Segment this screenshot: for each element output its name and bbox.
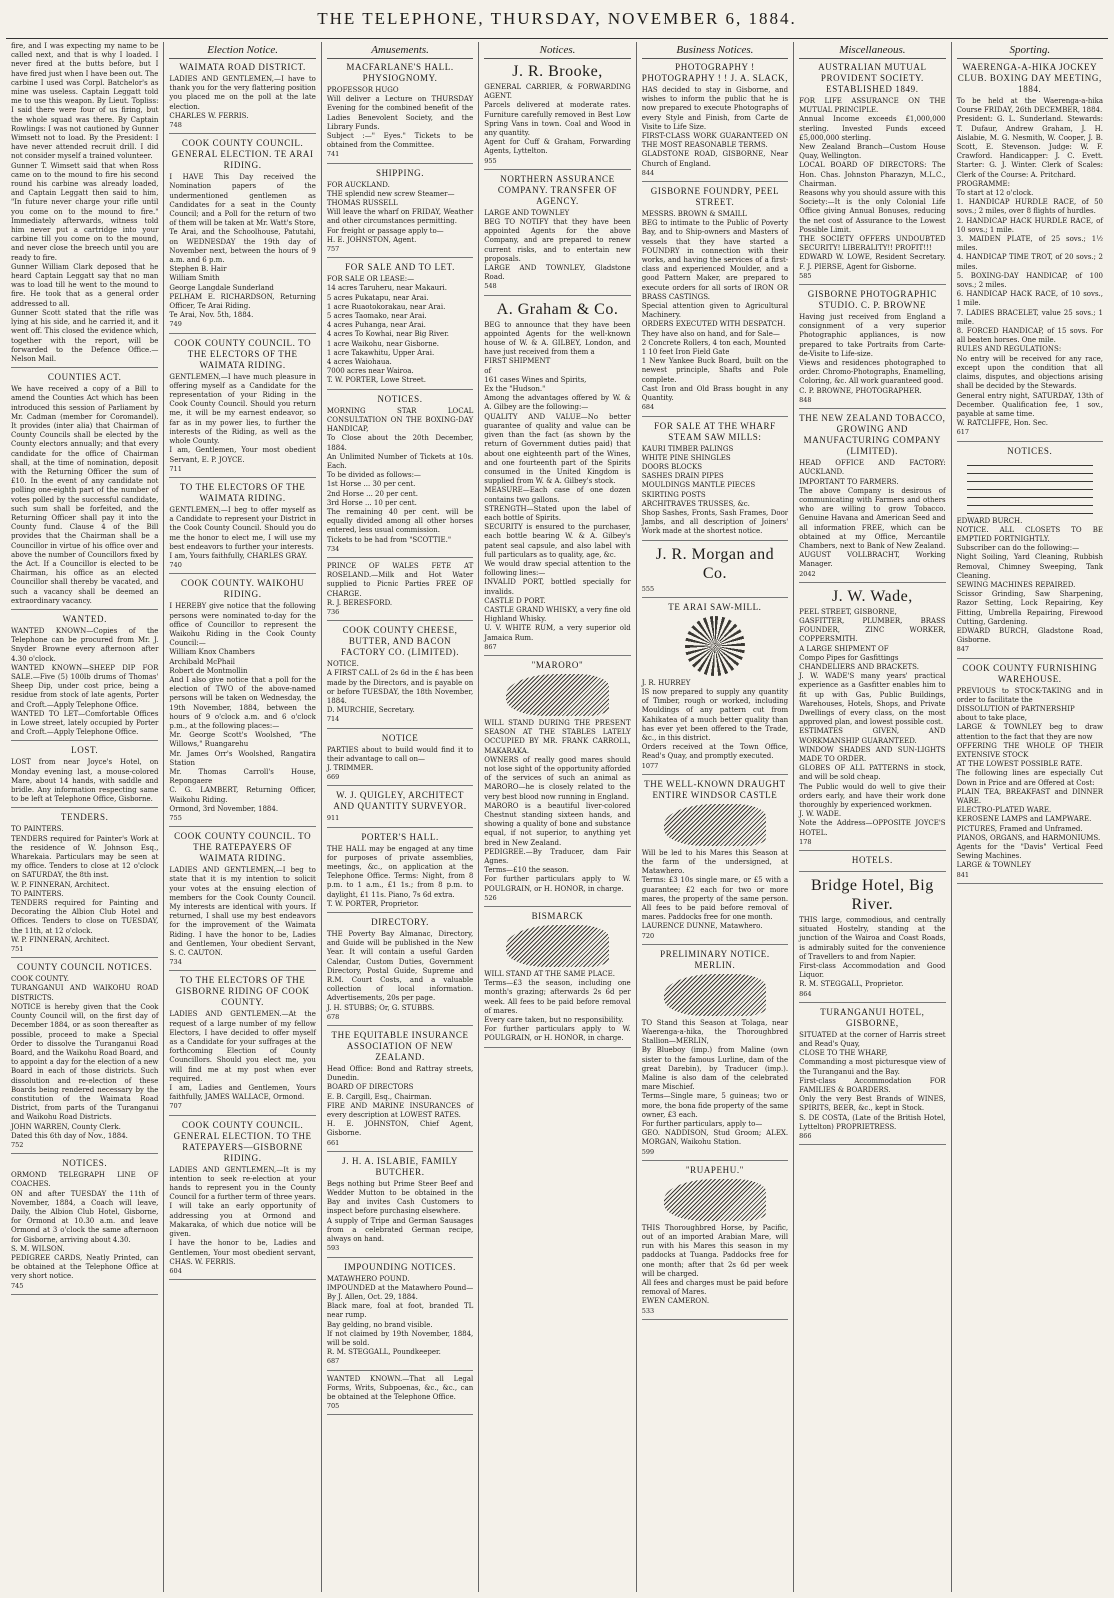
advertisement-body: PRINCE OF WALES FETE AT ROSELAND.—Milk and Hot Water supplied to Picnic Parties FREE OF CHARGE. R. J. BERESFORD. (326, 561, 474, 607)
advertisement (799, 413, 945, 583)
section-heading: Business Notices. (642, 43, 788, 59)
advertisement (484, 174, 630, 296)
advertisement-body: FOR LIFE ASSURANCE ON THE MUTUAL PRINCIPLE. Annual Income exceeds £1,000,000 sterling. Invested Funds exceed £5,000,000 sterling. New Zealand Branch—Custom House Quay, Wellington. LOCAL BOARD OF DIRECTORS: The Hon. Chas. Johnston Pharazyn, M.L.C., Chairman. Reasons why you should assure with this Society:—It is the only Colonial Life Office giving Annual Bonuses, reducing the net cost of Assurance to the Lowest Possible Limit. THE SOCIETY OFFERS UNDOUBTED SECURITY! LIBERALITY!! PROFIT!!! EDWARD W. LOWE, Resident Secretary. F. J. PIERSE, Agent for Gisborne. (799, 97, 946, 271)
advertisement-number: 178 (799, 837, 812, 846)
advertisement-title: J. R. Morgan and Co. (655, 545, 775, 582)
advertisement-number: 745 (11, 1281, 24, 1290)
advertisement (327, 1156, 473, 1258)
advertisement-body: fire, and I was expecting my name to be called next, and that is why I loaded. I never fired at the butts before, but I have fired just when I have been out. The carbine I used was Corpl. Batchelor's as mine was useless. Captain Leggatt told me to use this weapon. By Lieut. Topliss: I said there were four of us firing, but the whole squad was there. By Captain Rowlings: I was not cautioned by Gunner Wimsett not to load. By the President: I have never attended recruit drill. I did not consider myself a trained volunteer. Gunner T. Wimsett said that when Ross came on to the mound to fire his second round his carbine was already loaded, and Captain Leggatt then said to him, "In future never charge your rifle until you come on to the mound to fire." Immediately afterwards, witness told him never put a cartridge into your carbine till you come on to the mound, and never close the breech until you are ready to fire. Gunner William Clark deposed that he heard Captain Leggatt say that no man was to load till he went to the mound to fire. He took that as a general order addressed to all. Gunner Scott stated that the rifle was lying at his side, and he carried it, and it went off. This closed the evidence which, together with the report, will be forwarded to the Defence Office.—Nelson Mail. (11, 42, 159, 363)
advertisement (642, 779, 788, 945)
advertisement (327, 168, 473, 259)
advertisement-body: MATAWHERO POUND. IMPOUNDED at the Matawhero Pound—By J. Allen, Oct. 29, 1884. Black mare, foal at foot, branded TL near rump. Bay gelding, no brand visible. If not claimed by 19th November, 1884, will be sold. R. M. STEGGALL, Poundkeeper. (326, 1274, 474, 1357)
advertisement-title: J. R. Brooke, (512, 63, 603, 80)
advertisement-body: THIS large, commodious, and centrally situated Hostelry, standing at the junction of the Wairoa and Coast Roads, is admirably suited for the convenience of Travellers to and from Napier. First-class Accommodation and Good Liquor. R. M. STEGGALL, Proprietor. (799, 916, 946, 989)
advertisement-body: LADIES AND GENTLEMEN,—I beg to state that it is my intention to solicit your votes at the ensuing election of members for the Cook County Council. My interests are identical with yours. If returned, I shall use my best endeavors for the improvement of the Waimata Riding. I have the honor to be, Ladies and Gentlemen, Your obedient Servant, S. C. CAUTON. (169, 866, 316, 958)
advertisement-number: 757 (326, 245, 340, 254)
advertisement-title: TE ARAI SAW-MILL. (668, 601, 762, 612)
advertisement-number: 526 (484, 893, 497, 902)
advertisement-body: TO Stand this Season at Tolaga, near Waerenga-a-hika, the Thoroughbred Stallion—MERLIN, By Blueboy (imp.) from Maline (own sister to the famous Lurline, dam of the great Darebin), by Traducer (imp.). Maline is also dam of the celebrated mare Mischief. Terms—Single mare, 5 guineas; two or more, the bona fide property of the same owner, £3 each. For further particulars, apply to— GEO. NADDISON, Stud Groom; ALEX. MORGAN, Waikohu Station. (641, 1018, 789, 1147)
advertisement (484, 62, 630, 170)
advertisement-number: 844 (641, 168, 655, 177)
advertisement-body: Head Office: Bond and Rattray streets, Dunedin. BOARD OF DIRECTORS E. B. Cargill, Esq., Chairman. FIRE AND MARINE INSURANCES of every description at LOWEST RATES. H. E. JOHNSTON, Chief Agent, Gisborne. (326, 1065, 474, 1138)
advertisement-body: MORNING STAR LOCAL CONSULTATION ON THE BOXING-DAY HANDICAP, To Close about the 20th December, 1884. An Unlimited Number of Tickets at 10s. Each. To be divided as follows:— 1st Horse ... 30 per cent. 2nd Horse ... 20 per cent. 3rd Horse ... 10 per cent. The remaining 40 per cent. will be equally divided among all other horses entered, less usual commission. Tickets to be had from "SCOTTIE." (326, 406, 474, 544)
advertisement-title: PRELIMINARY NOTICE. MERLIN. (660, 948, 770, 970)
advertisement-body: LADIES AND GENTLEMEN,—It is my intention to seek re-election at your hands to represent you in the County Council for a further term of three years. I will take an early opportunity of addressing you at Ormond and Makaraka, of which due notice will be given. I have the honor to be, Ladies and Gentlemen, Your most obedient servant, CHAS. W. FERRIS. (169, 1165, 316, 1266)
advertisement-number: 911 (326, 814, 340, 823)
advertisement-body: PEEL STREET, GISBORNE, GASFITTER, PLUMBER, BRASS FOUNDER, ZINC WORKER, COPPERSMITH. A LARGE SHIPMENT OF Compo Pipes for Gasfittings CHANDELIERS AND BRACKETS. J. W. WADE'S many years' practical experience as a Gasfitter enables him to fit up with Gas, Public Buildings, Warehouses, Hotels, Shops, and Private Dwellings of every class, on the most approved plan, and lowest possible cost. ESTIMATES GIVEN, AND WORKMANSHIP GUARANTEED. WINDOW SHADES AND SUN-LIGHTS MADE TO ORDER. GLOBES OF ALL PATTERNS in stock, and will be sold cheap. The Public would do well to give their orders early, and have their work done thoroughly by experienced workmen. J. W. WADE. Note the Address—OPPOSITE JOYCE'S HOTEL. (799, 607, 946, 837)
advertisement (327, 625, 473, 728)
advertisement-title: A. Graham & Co. (496, 300, 619, 318)
advertisement-title: TURANGANUI HOTEL, GISBORNE, (820, 1006, 925, 1028)
advertisement-body: BEG to announce that they have been appointed Agents for the well-known house of W. & A. GILBEY, London, and have just received from them a FIRST SHIPMENT of 161 cases Wines and Spirits, Ex the "Hudson." Among the advantages offered by W. & A. Gilbey are the following:— QUALITY AND VALUE—No better guarantee of quality and value can be given than the fact (as shown by the return of Government duties paid) that about one eighteenth part of the Wines, and one fourteenth part of the Spirits consumed in the United Kingdom is supplied from W. & A. Gilbey's stock. MEASURE—Each case of one dozen contains two gallons. STRENGTH—Stated upon the label of each bottle of Spirits. SECURITY is ensured to the purchaser, each bottle bearing W. & A. Gilbey's patent seal capsule, and also label with full particulars as to quality, age, &c. We would draw special attention to the following lines:— INVALID PORT, bottled specially for invalids. CASTLE D PORT. CASTLE GRAND WHISKY, a very fine old Highland Whisky. U. V. WHITE RUM, a very superior old Jamaica Rum. (484, 320, 631, 642)
engraving-illustration (685, 616, 745, 676)
advertisement-body: J. R. HURREY IS now prepared to supply any quantity of Timber, rough or worked, including Mouldings of any pattern cut from Kahikatea of a much better quality than has ever yet been offered to the Trade, &c., in this district. Orders received at the Town Office, Read's Quay, and promptly executed. (641, 678, 789, 761)
advertisement (327, 733, 473, 787)
masthead: THE TELEPHONE, THURSDAY, NOVEMBER 6, 1884. (317, 9, 797, 28)
advertisement (642, 421, 788, 541)
advertisement-title: Bridge Hotel, Big River. (810, 877, 934, 914)
advertisement-number: 748 (169, 121, 182, 130)
advertisement (799, 855, 945, 872)
advertisement (642, 186, 788, 416)
advertisement-number: 707 (169, 1102, 182, 1111)
advertisement-number: 593 (326, 1244, 340, 1253)
advertisement (11, 1158, 158, 1295)
advertisement (327, 562, 473, 621)
advertisement-number: 555 (641, 584, 655, 593)
column-5 (636, 42, 793, 1592)
advertisement-title: NOTICE (381, 732, 419, 743)
advertisement-title: DIRECTORY. (371, 917, 430, 928)
advertisement (327, 262, 473, 389)
advertisement-number: 714 (326, 715, 340, 724)
advertisement (327, 1262, 473, 1371)
advertisement (327, 917, 473, 1026)
advertisement (957, 663, 1103, 884)
advertisement-number: 751 (11, 945, 24, 954)
advertisement-body: KAURI TIMBER PALINGS WHITE PINE SHINGLES DOORS BLOCKS SASHES DRAIN PIPES MOULDINGS MANTLE PIECES SKIRTING POSTS ARCHITRAVES TRUSSES, &c. Shop Sashes, Fronts, Sash Frames, Door Jambs, and all description of Joiners' Work made at the shortest notice. (641, 444, 789, 536)
advertisement-body: SITUATED at the corner of Harris street and Read's Quay, CLOSE TO THE WHARF, Commanding a most picturesque view of the Turanganui and the Bay. First-class Accommodation FOR FAMILIES & BOARDERS. Only the very Best Brands of WINES, SPIRITS, BEER, &c., kept in Stock. S. DE COSTA, (Late of the British Hotel, Lyttelton) PROPRIETRESS. (799, 1030, 946, 1131)
engraving-illustration (506, 925, 608, 967)
advertisement-title: FOR SALE AT THE WHARF STEAM SAW MILLS: (654, 420, 776, 442)
engraving-illustration (506, 674, 608, 716)
advertisement-number: 867 (484, 642, 497, 651)
advertisement (799, 289, 945, 409)
advertisement-body: ORMOND TELEGRAPH LINE OF COACHES. ON and after TUESDAY the 11th of November, 1884, a Coach will leave, Daily, the Albion Club Hotel, Gisborne, for Ormond at 10.30 a.m. and leave Ormond at 3 o'clock the same afternoon for Gisborne, arriving about 4.30. S. M. WILSON. PEDIGREE CARDS, Neatly Printed, can be obtained at the Telephone Office at very short notice. (11, 1171, 159, 1281)
advertisement-number: 617 (956, 428, 969, 437)
advertisement-title: AUSTRALIAN MUTUAL PROVIDENT SOCIETY. ESTABLISHED 1849. (818, 62, 927, 94)
advertisement-number: 687 (326, 1357, 340, 1366)
advertisement-number: 866 (799, 1132, 812, 1141)
section-heading: Notices. (484, 43, 630, 59)
column-6 (793, 42, 950, 1592)
advertisement-title: THE EQUITABLE INSURANCE ASSOCIATION OF NEW ZEALAND. (331, 1030, 469, 1063)
advertisement-body: LADIES AND GENTLEMEN.—At the request of a large number of my fellow Electors, I have decided to offer myself as a Candidate for your suffrages at the forthcoming Election of County Councillors. Should you elect me, you will find me at my post when ever required. I am, Ladies and Gentlemen, Yours faithfully, JAMES WALLACE, Ormond. (169, 1010, 316, 1102)
advertisement-title: COUNTIES ACT. (47, 372, 122, 383)
advertisement (169, 138, 315, 333)
advertisement (11, 812, 158, 958)
engraving-illustration (664, 1179, 767, 1221)
advertisement-body: Begs nothing but Prime Steer Beef and Wedder Mutton to be obtained in the Bay and invites Cash Customers to inspect before purchasing elsewhere. A supply of Tripe and German Sausages from a celebrated German recipe, always on hand. (326, 1179, 474, 1244)
advertisement-number: 841 (956, 870, 969, 879)
advertisement-number: 734 (326, 544, 340, 553)
advertisement-body: HAS decided to stay in Gisborne, and wishes to inform the public that he is now prepared to execute Photographs of every Style and Finish, from Carte de Visite to Life Size. FIRST-CLASS WORK GUARANTEED ON THE MOST REASONABLE TERMS. GLADSTONE ROAD, GISBORNE, Near Church of England. (641, 86, 789, 168)
advertisement-number: 684 (641, 403, 655, 412)
advertisement-body: THE HALL may be engaged at any time for purposes of private assemblies, meetings, &c., on application at the Telephone Office. Terms: Night, from 8 p.m. to 1 a.m., £1 1s.; from 8 p.m. to daylight, £1 11s. Piano, 7s 6d extra. T. W. PORTER, Proprietor. (326, 844, 474, 908)
advertisement-title: TO THE ELECTORS OF THE GISBORNE RIDING OF COOK COUNTY. (175, 975, 310, 1008)
advertisement-body: TO PAINTERS. TENDERS required for Painter's Work at the residence of W. Johnson Esq., Wharekaia. Particulars may be seen at my office. Tenders to close at 12 o'clock on SATURDAY, the 8th inst. W. P. FINNERAN, Architect. TO PAINTERS. TENDERS required for Painting and Decorating the Albion Club Hotel and Offices. Tenders to close on TUESDAY, the 11th, at 12 o'clock. W. P. FINNERAN, Architect. (11, 825, 159, 944)
advertisement-body: PREVIOUS to STOCK-TAKING and in order to facilitate the DISSOLUTION of PARTNERSHIP about to take place, LARGE & TOWNLEY beg to draw attention to the fact that they are now OFFERING THE WHOLE OF THEIR EXTENSIVE STOCK AT THE LOWEST POSSIBLE RATE. The following lines are especially Cut Down in Price and are Offered at Cost: PLAIN TEA, BREAKFAST and DINNER WARE. ELECTRO-PLATED WARE. KEROSENE LAMPS and LAMPWARE. PICTURES, Framed and Unframed. PIANOS, ORGANS, and HARMONIUMS. Agents for the "Davis" Vertical Feed Sewing Machines. LARGE & TOWNLEY (956, 686, 1103, 870)
advertisement (642, 545, 788, 598)
advertisement-body: I HEREBY give notice that the following persons were nominated to-day for the office of Councillor to represent the Waikohu Riding in the Cook County Council:— William Knox Chambers Archibald McPhail Robert de Montmollin And I also give notice that a poll for the election of TWO of the above-named persons will be taken on Wednesday, the 19th November, 1884, between the hours of 9 o'clock a.m. and 6 o'clock p.m., at the following places:— Mr. George Scott's Woolshed, "The Willows," Ruangarehu Mr. James Orr's Woolshed, Rangatira Station Mr. Thomas Carroll's House, Repongaere C. G. LAMBERT, Returning Officer, Waikohu Riding. Ormond, 3rd November, 1884. (169, 602, 316, 813)
advertisement-body: EDWARD BURCH. NOTICE. ALL CLOSETS TO BE EMPTIED FORTNIGHTLY. Subscriber can do the following:— Night Soiling, Yard Cleaning, Rubbish Removal, Chimney Sweeping, Tank Cleaning. SEWING MACHINES REPAIRED. Scissor Grinding, Saw Sharpening, Razor Setting, Lock Repairing, Key Fitting, Umbrella Repairing, Firewood Cutting, Gardening. EDWARD BURCH, Gladstone Road, Gisborne. (956, 516, 1103, 645)
advertisement-number: 669 (326, 773, 340, 782)
advertisement-title: SHIPPING. (375, 167, 425, 178)
advertisement (957, 446, 1103, 659)
advertisement (799, 1007, 945, 1145)
advertisement-number: 848 (799, 395, 812, 404)
advertisement (799, 587, 945, 851)
engraving-illustration (664, 974, 767, 1016)
advertisement (642, 949, 788, 1161)
advertisement-title: NOTICES. (377, 393, 423, 404)
advertisement-body: PROFESSOR HUGO Will deliver a Lecture on THURSDAY Evening for the combined benefit of the Ladies Benevolent Society, and the Library Funds. Subject :—" Eyes." Tickets to be obtained from the Committee. (326, 86, 474, 150)
advertisement-title: COOK COUNTY COUNCIL. GENERAL ELECTION. TO THE RATEPAYERS—GISBORNE RIDING. (173, 1119, 312, 1163)
advertisement-number: 661 (326, 1138, 340, 1147)
advertisement-body: To be held at the Waerenga-a-hika Course FRIDAY, 26th DECEMBER, 1884. President: G. L. Sunderland. Stewards: T. Dufaur, Andrew Graham, J. H. Aislabie, M. G. Nesmith, W. Cooper, J. B. Scott, E. Stevenson. Judge: W. F. Crawford. Handicapper: J. C. Evett. Starter: G. J. Winter. Clerk of Scales: Clerk of the Course: A. Pritchard. PROGRAMME: To start at 12 o'clock. 1. HANDICAP HURDLE RACE, of 50 sovs.; 2 miles, over 8 flights of hurdles. 2. HANDICAP HACK HURDLE RACE, of 10 sovs.; 1 mile. 3. MAIDEN PLATE, of 25 sovs.; 1½ miles. 4. HANDICAP TIME TROT, of 20 sovs.; 2 miles. 5. BOXING-DAY HANDICAP, of 100 sovs.; 2 miles. 6. HANDICAP HACK RACE, of 10 sovs., 1 mile. 7. LADIES BRACELET, value 25 sovs.; 1 mile. 8. FORCED HANDICAP, of 15 sovs. For all beaten horses. One mile. RULES AND REGULATIONS: No entry will be received for any race, except upon the condition that all claims, disputes, and objections arising shall be decided by the Stewards. General entry night, SATURDAY, 13th of December. Qualification fee, 1 sov., payable at same time. W. RATCLIFFE, Hon. Sec. (956, 97, 1103, 428)
advertisement-body: GENTLEMEN,—I have much pleasure in offering myself as a Candidate for the representation of your Riding in the Cook County Council. Should you return me, it will be my earnest endeavor, so far as in my power lies, to further the interests of the Riding, as well as the whole County. I am, Gentlemen, Your most obedient Servant, E. P. JOYCE. (169, 372, 316, 464)
advertisement-title: NOTICES. (62, 1158, 108, 1169)
advertisement-number: 599 (641, 1147, 655, 1156)
advertisement (169, 831, 315, 971)
section-heading: Amusements. (327, 43, 473, 59)
advertisement-number: 711 (169, 464, 182, 473)
advertisement-number: 705 (326, 1402, 340, 1411)
advertisement-title: "RUAPEHU." (685, 1164, 744, 1175)
advertisement-title: MACFARLANE'S HALL. PHYSIOGNOMY. (346, 62, 454, 83)
advertisement-number: 720 (641, 931, 655, 940)
advertisement (327, 1030, 473, 1152)
advertisement-title: PORTER'S HALL. (361, 831, 439, 842)
column-4 (478, 42, 635, 1592)
advertisement-number: 1077 (641, 761, 659, 770)
column-3 (321, 42, 478, 1592)
section-heading: Sporting. (957, 43, 1103, 59)
advertisement-title: J. H. A. ISLABIE, FAMILY BUTCHER. (342, 1155, 458, 1177)
section-heading: Miscellaneous. (799, 43, 945, 59)
advertisement-title: "MARORO" (531, 659, 584, 670)
advertisement-title: COOK COUNTY COUNCIL. GENERAL ELECTION. TE ARAI RIDING. (171, 138, 314, 171)
advertisement-body: WILL STAND DURING THE PRESENT SEASON AT THE STABLES LATELY OCCUPIED BY MR. FRANK CARROLL, MAKARAKA. OWNERS of really good mares should not lose sight of the opportunity afforded of the services of such an animal as MARORO—he is closely related to the very best blood now running in England. MARORO is a beautiful liver-colored Chestnut standing sixteen hands, and showing a quality of bone and substance equal, if not superior, to anything yet bred in New Zealand. PEDIGREE.—By Traducer, dam Fair Agnes. Terms—£10 the season. For further particulars apply to W. POULGRAIN, or H. HONOR, in charge. (484, 718, 631, 893)
advertisement (11, 962, 158, 1154)
advertisement-number: 752 (11, 1140, 24, 1149)
advertisement-body: PARTIES about to build would find it to their advantage to call on— J. TRIMMER. (326, 745, 474, 772)
advertisement-title: LOST. (71, 745, 99, 756)
column-7 (951, 42, 1108, 1592)
advertisement (11, 372, 158, 610)
advertisement-title: COOK COUNTY COUNCIL. TO THE RATEPAYERS OF WAIMATA RIDING. (174, 831, 312, 864)
advertisement-body: FOR SALE OR LEASE:— 14 acres Taruheru, near Makauri. 5 acres Pukatapu, near Arai. 1 acre Ruaotokorakau, near Arai. 5 acres Taomako, near Arai. 4 acres Puhanga, near Arai. 4 acres To Kowhai, near Big River. 1 acre Waikohu, near Gisborne. 1 acre Takawhitu, Upper Arai. 4 acres Waiohaua. 7000 acres near Wairoa. T. W. PORTER, Lowe Street. (326, 275, 449, 385)
advertisement-title: IMPOUNDING NOTICES. (344, 1261, 457, 1272)
advertisement-title: PHOTOGRAPHY ! PHOTOGRAPHY ! ! J. A. SLACK, (641, 62, 789, 83)
advertisement (327, 62, 473, 164)
engraving-illustration (967, 460, 1093, 514)
advertisement-title: WAERENGA-A-HIKA JOCKEY CLUB. BOXING DAY MEETING, 1884. (957, 62, 1102, 94)
advertisement-body: NOTICE. A FIRST CALL of 2s 6d in the £ has been made by the Directors, and is payable on or before TUESDAY, the 18th November, 1884. D. MURCHIE, Secretary. (326, 660, 474, 715)
masthead-rule (6, 38, 1108, 39)
advertisement (642, 602, 788, 775)
advertisement (484, 911, 630, 1048)
advertisement-body: COOK COUNTY. TURANGANUI AND WAIKOHU ROAD DISTRICTS. NOTICE is hereby given that the Cook County Council will, on the first day of December 1884, or as soon thereafter as possible, proceed to make a Special Order to dissolve the Turanganui Road Board, and the Waikohu Road Board, and to appoint a day for the election of a new Board in each of those districts. Such dissolution and re-election of these Boards being rendered necessary by the constitution of the Waimata Road District, from parts of the Turanganui and Waikohu Road Districts. JOHN WARREN, County Clerk. Dated this 6th day of Nov., 1884. (11, 975, 159, 1140)
advertisement (169, 578, 315, 827)
advertisement (169, 482, 315, 574)
advertisement-title: COOK COUNTY CHEESE, BUTTER, AND BACON FACTORY CO. (LIMITED). (341, 625, 460, 658)
advertisement-number: 533 (641, 1306, 655, 1315)
column-2 (163, 42, 320, 1592)
advertisement-body: THE Poverty Bay Almanac, Directory, and Guide will be published in the New Year. It will contain a useful Garden Calendar, Custom Duties, Government Directory, Postal Guide, Supreme and R.M. Court Costs, and a valuable collection of local information. Advertisements, 20s per page. J. H. STUBBS; Or, G. STUBBS. (326, 930, 474, 1012)
advertisement-title: HOTELS. (851, 855, 893, 866)
advertisement-body: WANTED KNOWN—Copies of the Telephone can be procured from Mr. J. Snyder Browne every afternoon after 4.30 o'clock. WANTED KNOWN—SHEEP DIP FOR SALE.—Five (5) 100lb drums of Thomas' Sheep Dip, under cost price, being a residue from stock of late agents, Porter and Croft.—Apply Telephone Office. WANTED TO LET—Comfortable Offices in Lowe street, lately occupied by Porter and Croft.—Apply Telephone Office. (11, 626, 159, 737)
advertisement-body: HEAD OFFICE AND FACTORY: AUCKLAND. IMPORTANT TO FARMERS. The above Company is desirous of communicating with Farmers and others who are willing to grow Tobacco. Genuine Havana and American Seed and all information FREE, which can be obtained at my Office, Mercantile Chambers, next to Bank of New Zealand. AUGUST VOLLBRACHT, Working Manager. (799, 459, 946, 569)
advertisement-title: FOR SALE AND TO LET. (345, 262, 455, 273)
advertisement (11, 42, 158, 368)
advertisement (957, 62, 1103, 442)
advertisement-title: WAIMATA ROAD DISTRICT. (179, 62, 306, 72)
advertisement (169, 1120, 315, 1280)
advertisement (327, 394, 473, 558)
advertisement-title: COUNTY COUNCIL NOTICES. (17, 962, 153, 973)
advertisement-body: I HAVE This Day received the Nomination papers of the undermentioned gentlemen as Candidates for a seat in the County Council; and a Poll for the return of two of them will be taken at Mr. Watt's Store, Te Arai, and the Schoolhouse, Patutahi, on WEDNESDAY the 19th day of November next, between the hours of 9 a.m. and 6 p.m. Stephen B. Hair William Smith George Langdale Sunderland PELHAM E. RICHARDSON, Returning Officer, Te Arai Riding. Te Arai, Nov. 5th, 1884. (169, 173, 316, 320)
column-1 (6, 42, 163, 1592)
advertisement-title: TENDERS. (60, 812, 109, 823)
advertisement-title: BISMARCK (531, 911, 584, 922)
advertisement-number: 548 (484, 282, 497, 291)
advertisement-title: THE WELL-KNOWN DRAUGHT ENTIRE WINDSOR CASTLE (644, 778, 786, 800)
advertisement (11, 614, 158, 741)
advertisement (799, 62, 945, 285)
advertisement-number: 864 (799, 989, 812, 998)
advertisement-number: 740 (169, 561, 182, 570)
advertisement-title: J. W. Wade, (831, 587, 913, 605)
advertisement-number: 678 (326, 1012, 340, 1021)
advertisement-number: 2042 (799, 569, 816, 578)
advertisement-number: 736 (326, 607, 340, 616)
advertisement-title: W. J. QUIGLEY, ARCHITECT AND QUANTITY SURVEYOR. (333, 790, 467, 812)
advertisement (642, 1165, 788, 1320)
advertisement-title: COOK COUNTY FURNISHING WAREHOUSE. (962, 662, 1098, 684)
advertisement-body: GENERAL CARRIER, & FORWARDING AGENT. Parcels delivered at moderate rates. Furniture carefully removed in Best Low Spring Vans in town. Coal and Wood in any quantity. Agent for Cuff & Graham, Forwarding Agents, Lyttelton. (484, 83, 631, 156)
advertisement-title: COOK COUNTY COUNCIL. TO THE ELECTORS OF THE WAIMATA RIDING. (174, 337, 312, 370)
advertisement-number: 847 (956, 645, 969, 654)
advertisement-title: TO THE ELECTORS OF THE WAIMATA RIDING. (179, 481, 306, 503)
advertisement (11, 745, 158, 808)
advertisement-body: MESSRS. BROWN & SMAILL BEG to intimate to the Public of Poverty Bay, and to Ship-owners and Masters of vessels that they have started a FOUNDRY in connection with their works, and having the services of a first-class and experienced Moulder, and a good Pattern Maker, are prepared to execute orders for all sorts of IRON OR BRASS CASTINGS. Special attention given to Agricultural Machinery. ORDERS EXECUTED WITH DESPATCH. They have also on hand, and for Sale— 2 Concrete Rollers, 4 ton each, Mounted 1 10 feet Iron Field Gate 1 New Yankee Buck Board, built on the newest principle, Shafts and Pole complete. Cast Iron and Old Brass bought in any Quantity. (641, 210, 789, 403)
advertisement (642, 62, 788, 182)
advertisement-body: Having just received from England a consignment of a very superior Photographic appliances, is now prepared to take Portraits from Carte-de-Visite to Life-size. Views and residences photographed to order. Chromo-Photographs, Enamelling, Coloring, &c. All work guaranteed good. C. P. BROWNE, PHOTOGRAPHER. (799, 313, 946, 395)
advertisement-body: GENTLEMEN,—I beg to offer myself as a Candidate to represent your District in the Cook County Council. Should you do me the honor to elect me, I will use my best endeavors to further your interests. I am, Yours faithfully, CHARLES GRAY. (169, 505, 316, 560)
advertisement (327, 1375, 473, 1416)
engraving-illustration (664, 804, 767, 846)
advertisement (327, 832, 473, 913)
advertisement (169, 975, 315, 1115)
advertisement (169, 338, 315, 478)
columns (6, 42, 1108, 1592)
advertisement-body: WANTED KNOWN.—That all Legal Forms, Writs, Subpoenas, &c., &c., can be obtained at the Telephone Office. (326, 1374, 474, 1401)
advertisement-body: THIS Thoroughbred Horse, by Pacific, out of an imported Arabian Mare, will run with his Mares this season in my paddocks at Tuanga. Paddocks free for one month; after that 2s 6d per week will be charged. All fees and charges must be paid before removal of Mares. EWEN CAMERON. (641, 1223, 789, 1306)
advertisement-number: 749 (169, 320, 182, 329)
advertisement-body: Will be led to his Mares this Season at the farm of the undersigned, at Matawhero. Terms: £3 10s single mare, or £5 with a guarantee; £2 each for two or more mares, the property of the same person. All fees to be paid before removal of mares. Paddocks free for one month. LAURENCE DUNNE, Matawhero. (641, 848, 789, 931)
advertisement-number: 755 (169, 814, 182, 822)
advertisement-number: 741 (326, 150, 340, 159)
advertisement-body: LOST from near Joyce's Hotel, on Monday evening last, a mouse-colored Mare, about 14 hands, with saddle and bridle. Any information respecting same to be left at Telephone Office, Gisborne. (11, 758, 159, 804)
advertisement-number: 955 (484, 156, 497, 165)
advertisement-body: LARGE AND TOWNLEY BEG TO NOTIFY that they have been appointed Agents for the above Company, and are prepared to renew current risks, and to entertain new proposals. LARGE AND TOWNLEY, Gladstone Road. (484, 208, 631, 282)
advertisement-title: COOK COUNTY. WAIKOHU RIDING. (180, 578, 305, 600)
advertisement-title: GISBORNE PHOTOGRAPHIC STUDIO. C. P. BROWNE (807, 289, 937, 311)
advertisement-body: LADIES AND GENTLEMEN,—I have to thank you for the very flattering position you placed me on the poll at the late election. CHARLES W. FERRIS. (169, 75, 316, 120)
section-heading: Election Notice. (169, 43, 315, 59)
advertisement-title: THE NEW ZEALAND TOBACCO, GROWING AND MANUFACTURING COMPANY (LIMITED). (799, 413, 946, 457)
advertisement-body: FOR AUCKLAND. THE splendid new screw Steamer— THOMAS RUSSELL Will leave the wharf on FRIDAY, Weather and other circumstances permitting. For freight or passage apply to— H. E. JOHNSTON, Agent. (326, 180, 474, 244)
advertisement-title: NOTICES. (1007, 445, 1053, 456)
advertisement (484, 300, 630, 656)
advertisement-number: 734 (169, 958, 182, 967)
advertisement-number: 604 (169, 1266, 182, 1275)
advertisement-title: WANTED. (62, 613, 107, 624)
advertisement-title: NORTHERN ASSURANCE COMPANY. TRANSFER OF AGENCY. (497, 173, 618, 206)
advertisement-body: WILL STAND AT THE SAME PLACE. Terms—£3 the season, including one month's grazing; afterwards 2s 6d per week. All fees to be paid before removal of mares. Every care taken, but no responsibility. For further particulars apply to W. POULGRAIN, or H. HONOR, in charge. (484, 970, 631, 1043)
advertisement-title: GISBORNE FOUNDRY, PEEL STREET. (650, 186, 780, 208)
advertisement (799, 876, 945, 1003)
advertisement-body: We have received a copy of a Bill to amend the Counties Act which has been introduced this session of Parliament by Mr. Cadman (member for Coromandel). It provides (inter alia) that Chairman of County Councils shall be elected by the County electors annually; and that every candidate for the office of Chairman shall, at the time of nomination, deposit with the Returning Officer the sum of £10. In the event of any candidate not polling one-eighth part of the number of votes polled by the successful candidate, such sum shall be forfeited, and the Returning Officer shall pay it into the County fund. Clause 4 of the Bill provides that the Chairman shall be a Councillor in virtue of his office over and above the number of Councillors fixed by the Act. If a Councillor is elected to be Chairman, his office as an elected Councillor shall thereby be vacated, and such a vacancy shall be deemed an extraordinary vacancy. (11, 385, 159, 605)
advertisement (327, 790, 473, 827)
advertisement (484, 660, 630, 907)
advertisement-number: 585 (799, 271, 812, 280)
advertisement (169, 62, 315, 134)
